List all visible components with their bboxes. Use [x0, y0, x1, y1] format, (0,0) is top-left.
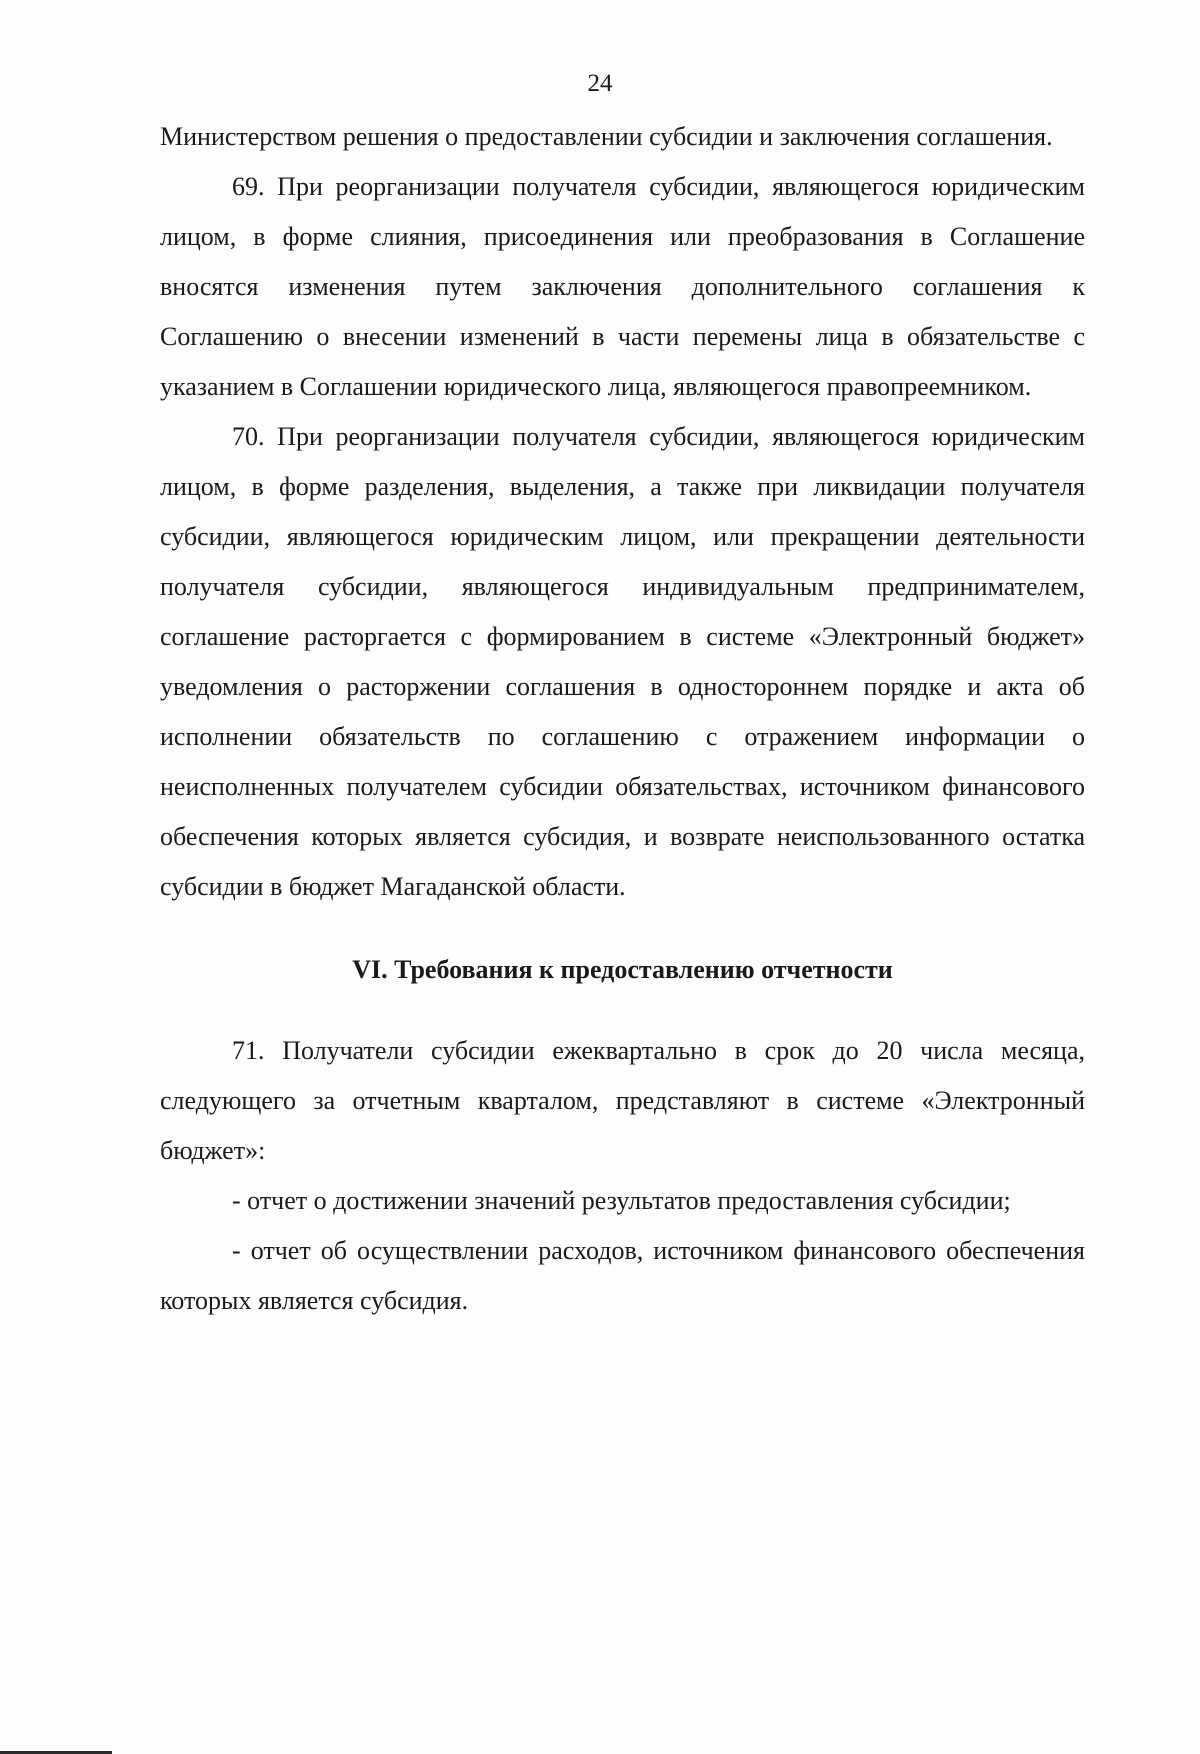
- paragraph-70: 70. При реорганизации получателя субсидии, являющегося юридическим лицом, в форме разделения, выделения, а также при ликвидации получателя субсидии, являющегося юридическим лицом, или прекращении деятельности получателя субсидии, являющегося индивидуальным предпринимателем, соглашение расторгается с формированием в системе «Электронный бюджет» уведомления о расторжении соглашения в одностороннем порядке и акта об исполнении обязательств по соглашению с отражением информации о неисполненных получателем субсидии обязательствах, источником финансового обеспечения которых является субсидия, и возврате неиспользованного остатка субсидии в бюджет Магаданской области.: [160, 422, 1085, 901]
- paragraph-69: 69. При реорганизации получателя субсидии, являющегося юридическим лицом, в форме слияния, присоединения или преобразования в Соглашение вносятся изменения путем заключения дополнительного соглашения к Соглашению о внесении изменений в части перемены лица в обязательстве с указанием в Соглашении юридического лица, являющегося правопреемником.: [160, 172, 1085, 401]
- section-heading: VI. Требования к предоставлению отчетности: [352, 955, 893, 984]
- paragraph-71: 71. Получатели субсидии ежеквартально в срок до 20 числа месяца, следующего за отчетным кварталом, представляют в системе «Электронный бюджет»:: [160, 1036, 1085, 1165]
- page-number: 24: [587, 70, 613, 97]
- list-item-report-expenses: - отчет об осуществлении расходов, источником финансового обеспечения которых является субсидия.: [160, 1236, 1085, 1315]
- document-body: [160, 112, 1085, 1326]
- list-item-report-results: - отчет о достижении значений результатов предоставления субсидии;: [232, 1186, 1011, 1215]
- paragraph-continuation: Министерством решения о предоставлении субсидии и заключения соглашения.: [160, 122, 1053, 151]
